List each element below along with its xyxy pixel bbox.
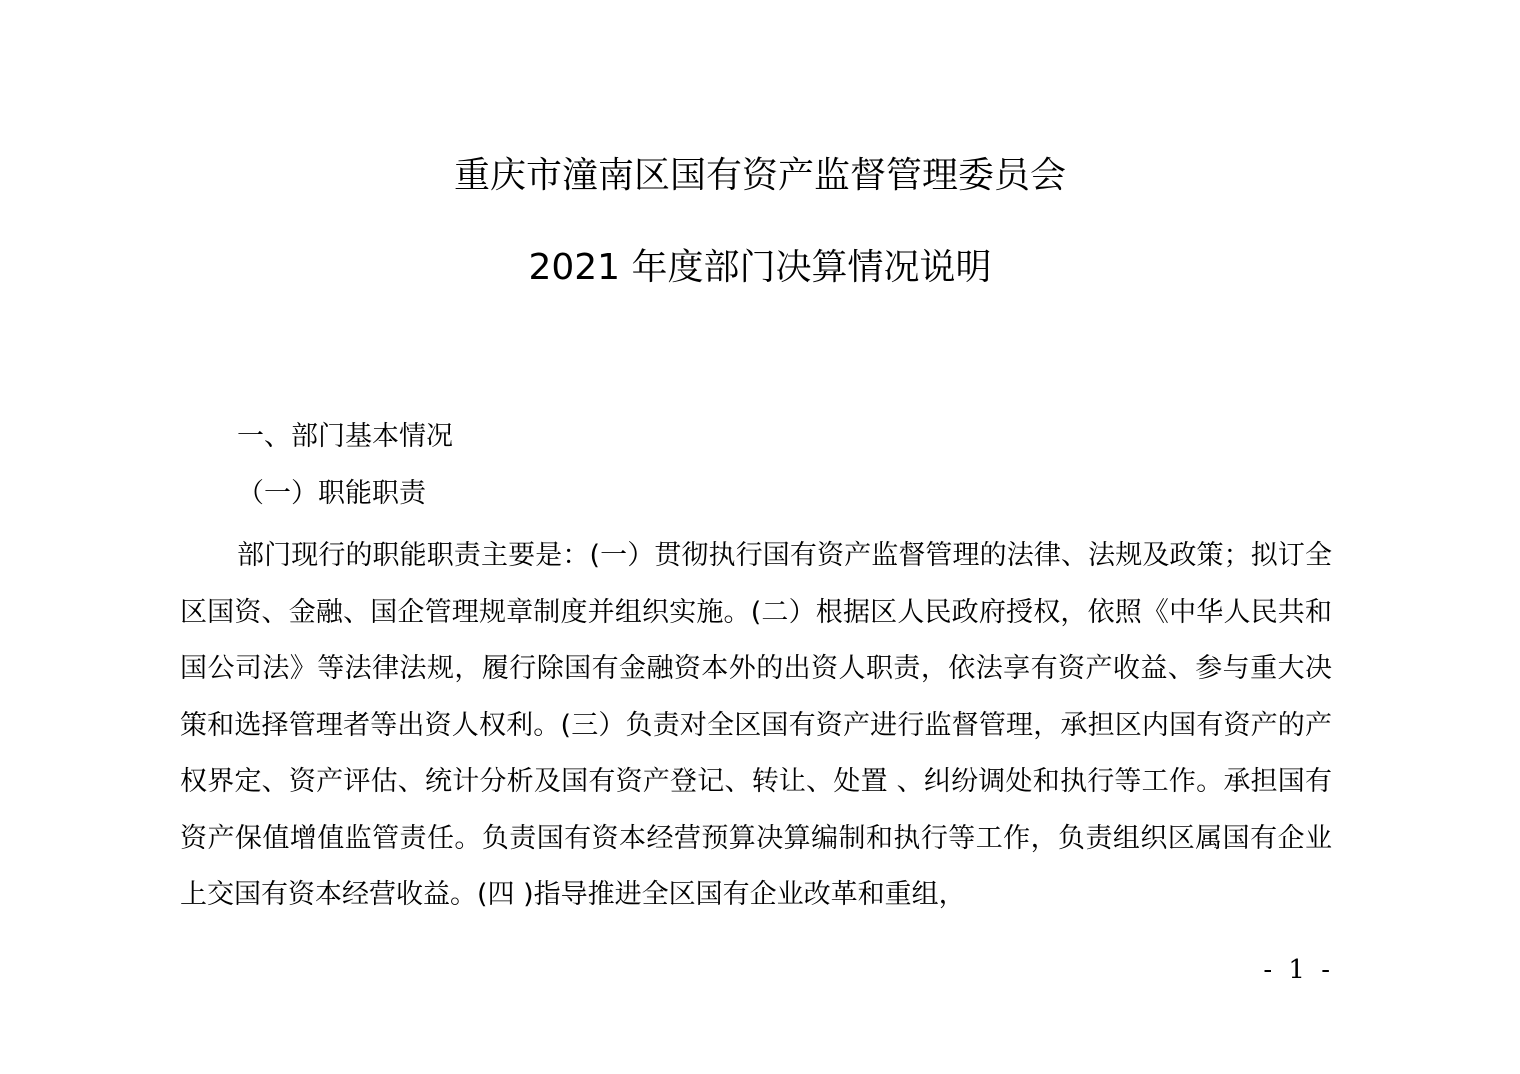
document-title-line1: 重庆市潼南区国有资产监督管理委员会 xyxy=(453,155,1066,196)
subsection-heading: （一）职能职责 xyxy=(237,478,426,509)
section-heading: 一、部门基本情况 xyxy=(237,421,453,452)
body-paragraph: 部门现行的职能职责主要是：(一）贯彻执行国有资产监督管理的法律、法规及政策；拟订全区国资、金融、国企管理规章制度并组织实施。(二）根据区人民政府授权，依照《中华人民共和国公司法》等法律法规，履行除国有金融资本外的出资人职责，依法享有资产收益、参与重大决策和选择管理者等出资人权利。(三）负责对全区国有资产进行监督管理，承担区内国有资产的产权界定、资产评估、统计分析及国有资产登记、转让、处置 、纠纷调处和执行等工作。承担国有资产保值增值监管责任。负责国有资本经营预算决算编制和执行等工作，负责组织区属国有企业上交国有资本经营收益。(四 )指导推进全区国有企业改革和重组， xyxy=(180,540,1332,910)
page-number: - 1 - xyxy=(1263,955,1334,985)
document-title-line2: 2021 年度部门决算情况说明 xyxy=(528,247,992,288)
